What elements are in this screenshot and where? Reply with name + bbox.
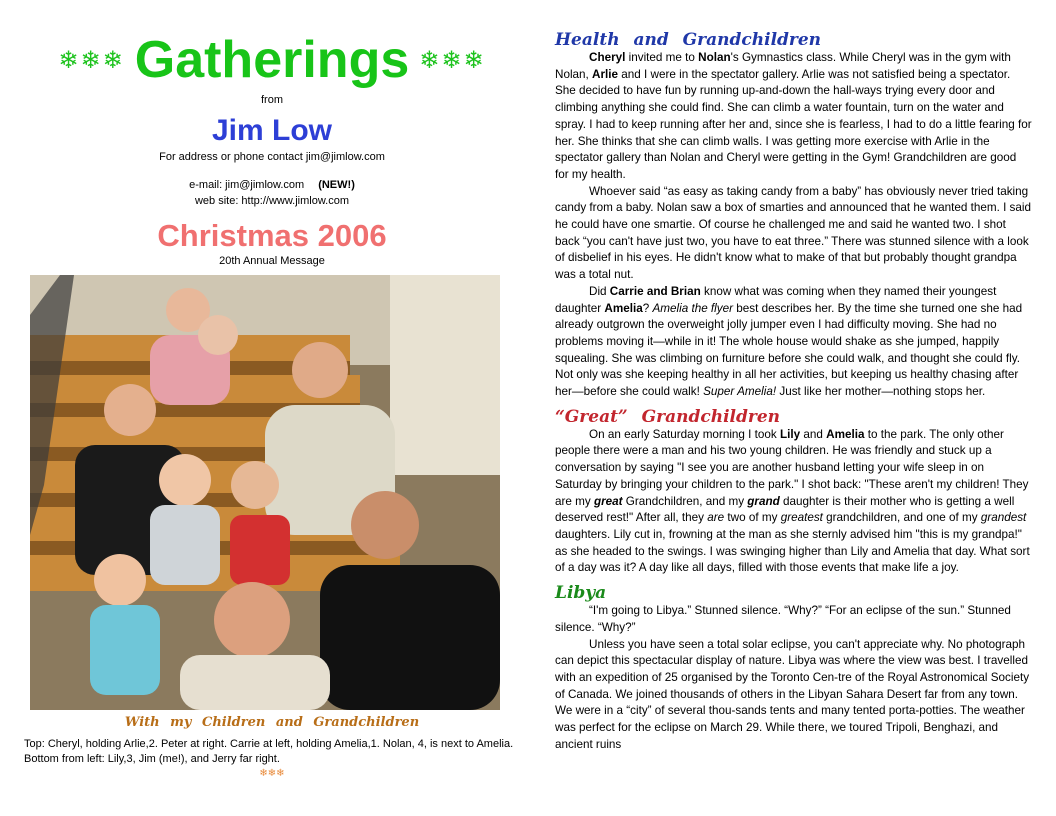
name-amelia: Amelia <box>604 301 643 315</box>
edition-subtitle: 20th Annual Message <box>219 255 325 268</box>
paragraph: Unless you have seen a total solar eclipse, you can't appreciate why. No photograph can depict this spectacular display of nature. Libya was where the view was best. I travelled with an expedition of 25 organised by the Toronto Cen-tre of the Royal Astronomical Society of Canada. We joined thousands of others in the Libyan Sahara Desert far from any town. We were in a “city” of several thou-sands tents and many tented porta-potties. The weather was perfect for the eclipse on March 29. While there, we toured Tripoli, Benghazi, and ancient ruins <box>555 637 1030 751</box>
photo-caption: Top: Cheryl, holding Arlie,2. Peter at right. Carrie at left, holding Amelia,1. Nolan, 4, is next to Amelia. Bottom from left: Lily,3, Jim (me!), and Jerry far right. <box>24 738 514 765</box>
emphasis: Super Amelia! <box>703 385 777 399</box>
photo-caption-title: With my Children and Grandchildren <box>124 715 420 730</box>
paragraph: Whoever said “as easy as taking candy from a baby” has obviously never tried taking candy from a baby. Nolan saw a box of smarties and announced that he wanted them. I said he could have one smartie. Of course he challenged me and said he wanted two. I shot back “you can't have just two, you have to eat three.” There was stunned silence with a look of disbelief in his eyes. He didn't know what to make of that but probably thought grandpa was a total nut. <box>555 184 1032 282</box>
email-address: e-mail: jim@jimlow.com <box>189 179 305 191</box>
paragraph: “I'm going to Libya.” Stunned silence. “Why?” “For an eclipse of the sun.” Stunned silence. “Why?” <box>555 604 1011 634</box>
text-run: two of my <box>724 511 781 525</box>
emphasis: great <box>593 494 623 508</box>
text-run: Did <box>589 284 610 298</box>
text-run: know what was coming when they named their youngest daughter <box>555 284 997 315</box>
family-photo-illustration <box>30 275 500 710</box>
emphasis: grandest <box>980 511 1027 525</box>
from-label: from <box>261 94 283 106</box>
masthead-column <box>24 28 520 269</box>
name-nolan: Nolan <box>698 51 731 64</box>
name-carrie-brian: Carrie and Brian <box>609 284 701 298</box>
heading-great: “Great” Grandchildren <box>555 406 781 427</box>
name-arlie: Arlie <box>592 67 619 81</box>
text-run: daughters. Lily cut in, frowning at the man as she sternly advised him "this is my grandpa!" as she headed to the swings. I was swinging higher than Lily and Amelia that day. What sort of a day was it? A day like all days, filled with those events that make life a joy. <box>555 527 1030 575</box>
text-run: Grandchildren, and my <box>622 494 748 508</box>
heading-health: Health and Grandchildren <box>555 30 822 50</box>
text-run: daughter is their mother who is getting a well deserved rest!" After all, they <box>555 494 1015 525</box>
contact-line: For address or phone contact jim@jimlow.com <box>159 151 385 163</box>
text-run: ? <box>642 301 653 315</box>
snowflake-icon: ❄❄❄ <box>58 46 125 74</box>
text-run: Just like her mother—nothing stops her. <box>776 385 986 399</box>
text-run: to the park. The only other people there were a man and his two young children. He was friendly and stuck up a conversation by saying "I see you are another husband letting your wife sleep in on Saturday by bringing your children to the park." I shot back: "These aren't my children! They are my <box>555 427 1029 508</box>
text-run: 's Gymnastics class. While Cheryl was in the gym with Nolan, <box>555 51 1011 81</box>
edition-title: Christmas 2006 <box>157 218 387 253</box>
new-badge: (NEW!) <box>318 179 355 191</box>
name-amelia: Amelia <box>826 427 865 441</box>
name-lily: Lily <box>780 427 801 441</box>
snowflake-ornament-icon: ❄❄❄ <box>259 768 285 779</box>
masthead <box>24 28 520 92</box>
paragraph <box>555 427 1033 577</box>
emphasis: greatest <box>780 511 823 525</box>
text-run: best describes her. By the time she turned one she had already outgrown the overweight jolly jumper even I had difficulty moving. She had no problems moving it—while in it! The whole house would shake as she jumped, happily squealing. She was climbing on furniture before she could walk, and thought she could fly. Not only was she keeping healthy in all her activities, but keeping us healthy chasing after her—before she could walk! <box>555 301 1023 399</box>
text-run: and <box>800 427 827 441</box>
newsletter-title: Gatherings <box>134 31 410 89</box>
author-name: Jim Low <box>211 114 332 147</box>
name-cheryl: Cheryl <box>589 51 626 64</box>
website-line: web site: http://www.jimlow.com <box>194 195 350 207</box>
text-run: and I were in the spectator gallery. Arlie was not satisfied being a spectator. She decided to have fun by running up-and-down the hall-ways trying every door and climbing anything she could find. She can climb a water fountain, turn on the water and spray. I had to keep running after her and, since she is fearless, I had to do a little fearing for her. She thinks that she can climb walls. I was getting more exercise with Arlie in the spectator gallery than Nolan and Cheryl were getting in the Gym! Grandchildren are good for my health. <box>555 67 1032 181</box>
text-run: grandchildren, and one of my <box>822 511 981 525</box>
emphasis: Amelia the flyer <box>652 301 734 315</box>
article-column <box>555 30 1033 753</box>
paragraph <box>555 50 1033 184</box>
emphasis: are <box>707 511 725 525</box>
text-run: On an early Saturday morning I took <box>589 427 780 441</box>
text-run: invited me to <box>625 51 699 64</box>
emphasis: grand <box>747 494 780 508</box>
heading-libya: Libya <box>555 583 607 604</box>
email-line <box>24 177 520 193</box>
family-photo <box>30 275 500 710</box>
snowflake-icon: ❄❄❄ <box>419 46 486 74</box>
paragraph <box>555 284 1033 401</box>
